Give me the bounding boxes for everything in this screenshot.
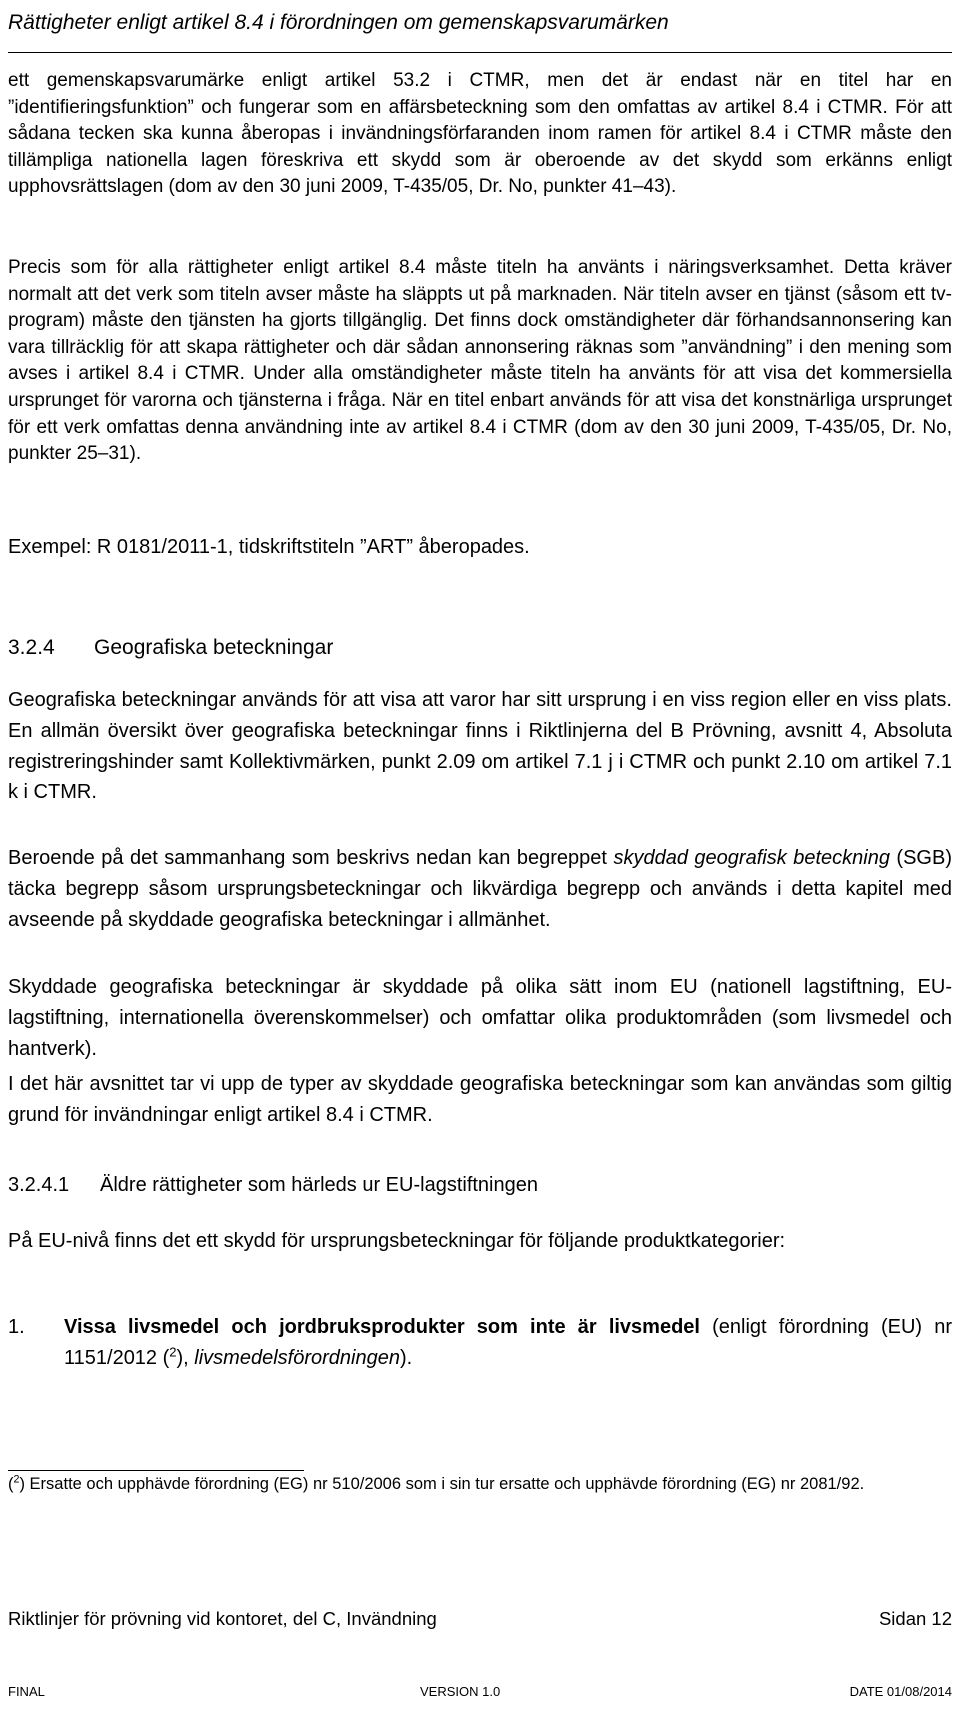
list-item [8, 1312, 952, 1374]
section-title: Geografiska beteckningar [94, 636, 334, 659]
italic-term: skyddad geografisk beteckning [613, 847, 890, 869]
footnote-marker: 2 [13, 1473, 20, 1486]
text-run: (SGB) täcka begrepp såsom ursprungsbeteckningar och likvärdiga begrepp och används i detta kapitel med avseende på skyddade geografiska beteckningar i allmänhet. [8, 847, 952, 931]
italic-term: livsmedelsförordningen [194, 1346, 400, 1369]
footer-page-number: Sidan 12 [878, 1608, 952, 1629]
body-paragraph: På EU-nivå finns det ett skydd för ursprungsbeteckningar för följande produktkategorier: [8, 1230, 786, 1252]
footnote-divider [8, 1470, 304, 1471]
bold-term: Vissa livsmedel och jordbruksprodukter som inte är livsmedel [64, 1316, 700, 1338]
body-paragraph-1-container [8, 68, 952, 201]
footer-status: FINAL [8, 1684, 45, 1699]
example-paragraph-container [8, 532, 952, 563]
list-item-text [64, 1312, 952, 1374]
example-paragraph: Exempel: R 0181/2011-1, tidskriftstiteln ”ART” åberopades. [8, 536, 530, 558]
footer-date: DATE 01/08/2014 [849, 1684, 952, 1699]
footer-version: VERSION 1.0 [420, 1684, 501, 1699]
body-paragraph-6-container [8, 972, 952, 1064]
body-paragraph-4-container [8, 685, 952, 808]
body-paragraph: ett gemenskapsvarumärke enligt artikel 53.2 i CTMR, men det är endast när en titel har en ”identifieringsfunktion” och fungerar som en affärsbeteckning som den omfattas av artikel 8.4 i CTMR. För att sådana tecken ska kunna åberopas i invändningsförfaranden inom ramen för artikel 8.4 i CTMR måste den tillämpliga nationella lagen föreskriva ett skydd som är oberoende av det skydd som erkänns enligt upphovsrättslagen (dom av den 30 juni 2009, T-435/05, Dr. No, punkter 41–43). [8, 70, 952, 198]
body-paragraph-5-container [8, 843, 952, 935]
footnote [8, 1474, 952, 1496]
text-run: Beroende på det sammanhang som beskrivs nedan kan begreppet [8, 847, 614, 869]
body-paragraph-8-container [8, 1226, 952, 1257]
subsection-title: Äldre rättigheter som härleds ur EU-lagstiftningen [100, 1174, 538, 1196]
body-paragraph [8, 843, 952, 935]
footer-document-title: Riktlinjer för prövning vid kontoret, del C, Invändning [8, 1608, 437, 1629]
body-paragraph: Skyddade geografiska beteckningar är skyddade på olika sätt inom EU (nationell lagstiftning, EU-lagstiftning, internationella överenskommelser) och omfattar olika produktområden (som livsmedel och hantverk). [8, 976, 952, 1060]
header-title: Rättigheter enligt artikel 8.4 i förordningen om gemenskapsvarumärken [8, 11, 669, 34]
body-paragraph-2-container [8, 255, 952, 468]
text-run: (enligt förordning (EU) nr 1151/2012 ( [64, 1316, 952, 1369]
body-paragraph-7-container [8, 1069, 952, 1131]
list-item-number: 1. [8, 1316, 25, 1338]
body-paragraph: Geografiska beteckningar används för att visa att varor har sitt ursprung i en viss region eller en viss plats. En allmän översikt över geografiska beteckningar finns i Riktlinjerna del B Prövning, avsnitt 4, Absoluta registreringshinder samt Kollektivmärken, punkt 2.09 om artikel 7.1 j i CTMR och punkt 2.10 om artikel 7.1 k i CTMR. [8, 689, 952, 804]
footnote-reference[interactable]: 2 [169, 1344, 177, 1360]
text-run: ) [19, 1475, 25, 1493]
footnote-text: Ersatte och upphävde förordning (EG) nr 510/2006 som i sin tur ersatte och upphävde förordning (EG) nr 2081/92. [24, 1475, 865, 1493]
text-run: ), [176, 1346, 195, 1369]
text-run: ). [399, 1346, 413, 1369]
page-header [8, 4, 952, 53]
section-number: 3.2.4 [8, 636, 55, 659]
body-paragraph: I det här avsnittet tar vi upp de typer av skyddade geografiska beteckningar som kan användas som giltig grund för invändningar enligt artikel 8.4 i CTMR. [8, 1073, 952, 1126]
body-paragraph: Precis som för alla rättigheter enligt artikel 8.4 måste titeln ha använts i näringsverksamhet. Detta kräver normalt att det verk som titeln avser måste ha släppts ut på marknaden. När titeln avser en tjänst (såsom ett tv-program) måste den tjänsten ha gjorts tillgänglig. Det finns dock omständigheter där förhandsannonsering kan vara tillräcklig för att skapa rättigheter och där sådan annonsering räknas som ”användning” i den mening som avses i artikel 8.4 i CTMR. Under alla omständigheter måste titeln ha använts för att visa det kommersiella ursprunget för varorna och tjänsterna i fråga. När en titel enbart används för att visa det konstnärliga ursprunget för ett verk omfattas denna användning inte av artikel 8.4 i CTMR (dom av den 30 juni 2009, T-435/05, Dr. No, punkter 25–31). [8, 257, 952, 465]
text-run: ( [8, 1475, 14, 1493]
subsection-number: 3.2.4.1 [8, 1174, 70, 1196]
